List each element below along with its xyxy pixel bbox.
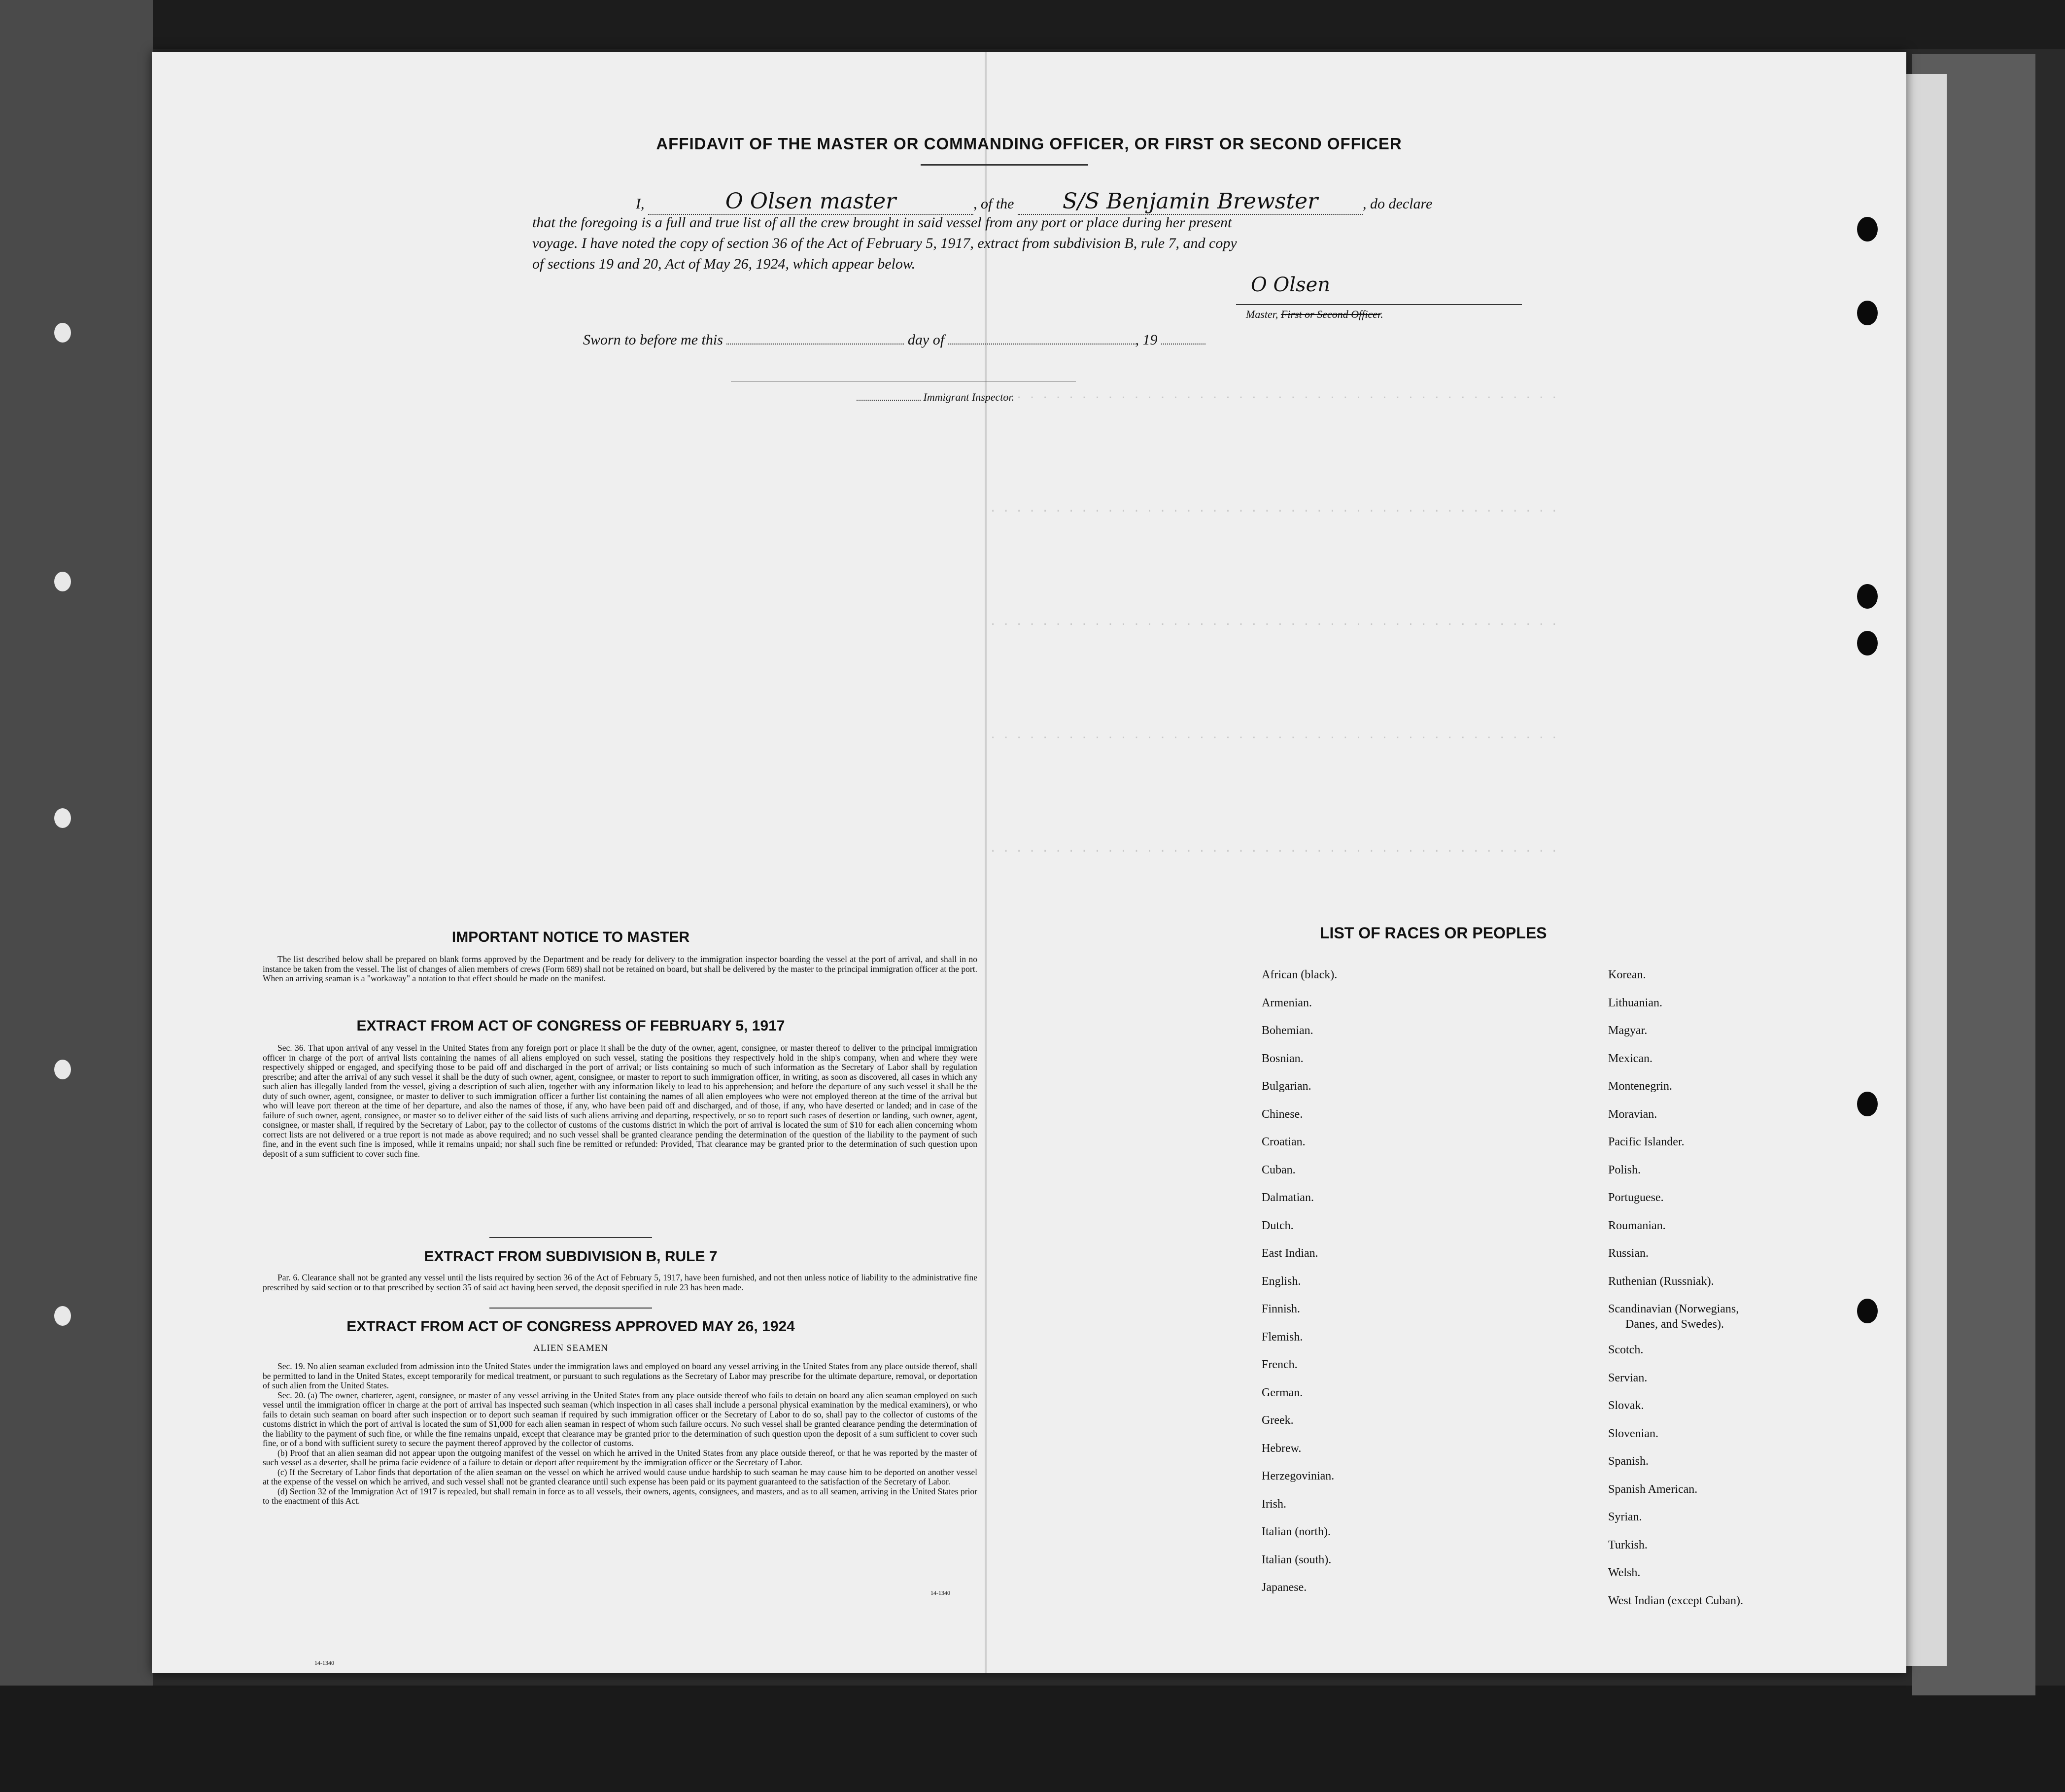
race-item: Welsh.	[1608, 1566, 1641, 1579]
affidavit-line-4: of sections 19 and 20, Act of May 26, 1924, which appear below.	[532, 256, 916, 272]
extract-1924-text: Sec. 19. No alien seaman excluded from admission into the United States under the immigration laws and employed on board any vessel arriving in the United States from any place outside thereof, shall be permitted to land in the United States, except temporarily for medical treatment, or pursuant to such regulations as the Secretary of Labor may prescribe for the ultimate departure, removal, or deportation of such alien from the United States. Sec. 20. (a) The owner, charterer, agent, consignee, or master of any vessel arriving in the United States from any place outside thereof who fails to detain on board any alien seaman employed on such vessel until the immigration officer in charge at the port of arrival has inspected such seaman (which inspection in all cases shall include a personal physical examination by the medical examiners), or who fails to detain such seaman on board after such inspection or to deport such seaman if required by such immigration officer or the Secretary of Labor to do so, shall pay to the collector of customs of the customs district in which the port of arrival is located the sum of $1,000 for each alien seaman in respect of whom such failure occurs. No such vessel shall be granted clearance pending the determination of the liability to the payment of such fine, or while the fine remains unpaid, except that clearance may be granted prior to the determination of such question upon the deposit of a sum sufficient to cover such fine, or of a bond with sufficient surety to secure the payment thereof approved by the collector of customs. (b) Proof that an alien seaman did not appear upon the outgoing manifest of the vessel on which he arrived in the United States from any place outside thereof, or that he was reported by the master of such vessel as a deserter, shall be prima facie evidence of a failure to detain or deport after requirement by the immigration officer or the Secretary of Labor. (c) If the Secretary of Labor finds that deportation of the alien seaman on the vessel on which he arrived would cause undue hardship to such seaman he may cause him to be deported on another vessel at the expense of the vessel on which he arrived, and such vessel shall not be granted clearance until such expense has been paid or its payment guaranteed to the satisfaction of the Secretary of Labor. (d) Section 32 of the Immigration Act of 1917 is repealed, but shall remain in force as to all vessels, their owners, agents, consignees, and masters, and as to all seamen, arriving in the United States prior to the enactment of this Act.	[263, 1361, 977, 1506]
race-item: Slovenian.	[1608, 1427, 1658, 1440]
signature-title: Master, First or Second Officer.	[1246, 308, 1383, 320]
race-item: Lithuanian.	[1608, 996, 1662, 1009]
punch-hole-icon	[54, 323, 71, 343]
master-signature: O Olsen	[1251, 274, 1331, 296]
race-item: Dalmatian.	[1262, 1191, 1314, 1204]
scan-background-top	[0, 0, 2065, 49]
race-item: East Indian.	[1262, 1247, 1318, 1260]
race-item: Hebrew.	[1262, 1442, 1302, 1455]
rule7-title: EXTRACT FROM SUBDIVISION B, RULE 7	[424, 1248, 718, 1265]
race-item: Russian.	[1608, 1247, 1649, 1260]
punch-hole-icon	[1857, 301, 1878, 325]
sworn-line: Sworn to before me this day of , 19	[583, 332, 1205, 348]
race-item: Italian (south).	[1262, 1553, 1332, 1566]
alien-seamen-subtitle: ALIEN SEAMEN	[533, 1343, 608, 1353]
race-item: Turkish.	[1608, 1538, 1648, 1551]
bleed-through-text: · · · · · · · · · · · · · · · · · · · · · · · · · · · · · · · · · · · · · · · · · · · ·	[990, 505, 1558, 517]
punch-hole-icon	[1857, 631, 1878, 655]
race-item: Italian (north).	[1262, 1525, 1331, 1538]
race-item: Pacific Islander.	[1608, 1136, 1685, 1148]
scan-background-bottom	[0, 1686, 2065, 1792]
bleed-through-text: · · · · · · · · · · · · · · · · · · · · · · · · · · · · · · · · · · · · · · · · · · · ·	[990, 619, 1558, 631]
race-item: French.	[1262, 1358, 1298, 1371]
race-item: Bosnian.	[1262, 1052, 1304, 1065]
race-item: Scotch.	[1608, 1344, 1644, 1356]
master-name-handwritten: O Olsen master	[648, 189, 973, 215]
punch-hole-icon	[54, 1306, 71, 1326]
race-item: Bulgarian.	[1262, 1080, 1311, 1093]
affidavit-line-3: voyage. I have noted the copy of section 36 of the Act of February 5, 1917, extract from subdivision B, rule 7, and copy	[532, 235, 1237, 251]
race-item: Cuban.	[1262, 1163, 1296, 1176]
race-item: Finnish.	[1262, 1303, 1301, 1315]
races-title: LIST OF RACES OR PEOPLES	[1320, 924, 1547, 942]
race-item: Magyar.	[1608, 1024, 1648, 1037]
signature-line	[1236, 304, 1522, 305]
punch-hole-icon	[54, 808, 71, 828]
bottom-form-number: 14-1340	[314, 1659, 334, 1666]
race-item: Dutch.	[1262, 1219, 1294, 1232]
race-item: Roumanian.	[1608, 1219, 1666, 1232]
race-item: Chinese.	[1262, 1107, 1303, 1121]
scan-background-left	[0, 0, 153, 1792]
race-item: Servian.	[1608, 1371, 1648, 1384]
race-item: West Indian (except Cuban).	[1608, 1594, 1743, 1607]
extract-1917-text: Sec. 36. That upon arrival of any vessel in the United States from any foreign port or place it shall be the duty of the owner, agent, consignee, or master thereof to deliver to the principal immigration officer in charge of the port of arrival lists containing the names of all aliens employed on such vessel, stating the positions they respectively hold in the ship's company, when and where they were respectively shipped or engaged, and specifying those to be paid off and discharged in the port of arrival; or lists containing so much of such information as the Secretary of Labor shall by regulation prescribe; and after the arrival of any such vessel it shall be the duty of such owner, agent, consignee, or master to report to such immigration officer, in writing, as soon as discovered, all cases in which any such alien has illegally landed from the vessel, giving a description of such alien, together with any information likely to lead to his apprehension; and before the departure of any such vessel it shall be the duty of such owner, agent, consignee, or master to deliver to such immigration officer a further list containing the names of all alien employees who were not employed thereon at the time of the arrival but who will leave port thereon at the time of her departure, and also the names of those, if any, who have been paid off and discharged, and of those, if any, who have deserted or landed; and in case of the failure of such owner, agent, consignee, or master so to deliver either of the said lists of such aliens arriving and departing, respectively, or so to report such cases of desertion or landing, such owner, agent, consignee, or master shall, if required by the Secretary of Labor, pay to the collector of customs of the customs district in which the port of arrival is located the sum of $10 for each alien concerning whom correct lists are not delivered or a true report is not made as above required; and no such vessel shall be granted clearance pending the determination of the question of the liability to the payment of such fine, and in the event such fine is imposed, while it remains unpaid; nor shall such fine be remitted or refunded: Provided, That clearance may be granted prior to the determination of such question upon deposit of a sum sufficient to cover such fine.	[263, 1043, 977, 1159]
race-item: Syrian.	[1608, 1511, 1642, 1523]
race-item: Croatian.	[1262, 1136, 1306, 1148]
race-item: African (black).	[1262, 968, 1338, 981]
extract-1924-title: EXTRACT FROM ACT OF CONGRESS APPROVED MAY 26, 1924	[346, 1318, 795, 1335]
punch-hole-icon	[54, 572, 71, 591]
race-item: German.	[1262, 1386, 1303, 1399]
rule7-text: Par. 6. Clearance shall not be granted any vessel until the lists required by section 36 of the Act of February 5, 1917, have been furnished, and not then unless notice of liability to the administrative fine prescribed by said section or to that prescribed by section 35 of said act having been served, the deposit specified in rule 23 has been made.	[263, 1273, 977, 1292]
race-item: Spanish American.	[1608, 1482, 1698, 1496]
punch-hole-icon	[1857, 1092, 1878, 1116]
race-item: Herzegovinian.	[1262, 1470, 1335, 1482]
form-number: 14-1340	[930, 1589, 950, 1596]
bleed-through-text: · · · · · · · · · · · · · · · · · · · · · · · · · · · · · · · · · · · · · · · · · · · ·	[990, 845, 1558, 858]
race-item: Polish.	[1608, 1163, 1641, 1176]
document-page	[152, 52, 1906, 1673]
race-item: Scandinavian (Norwegians,	[1608, 1303, 1739, 1315]
race-item: Greek.	[1262, 1414, 1294, 1427]
affidavit-line-1: I, O Olsen master , of the S/S Benjamin Brewster , do declare	[636, 189, 1433, 214]
section-rule	[489, 1308, 652, 1309]
race-item: Moravian.	[1608, 1107, 1657, 1121]
section-rule	[489, 1237, 652, 1238]
notice-title: IMPORTANT NOTICE TO MASTER	[451, 929, 690, 945]
race-item: Japanese.	[1262, 1581, 1307, 1594]
race-item: Flemish.	[1262, 1330, 1303, 1344]
inspector-label: Immigrant Inspector.	[857, 391, 1014, 404]
punch-hole-icon	[1857, 1299, 1878, 1323]
race-item: Spanish.	[1608, 1455, 1649, 1468]
vessel-name-handwritten: S/S Benjamin Brewster	[1018, 189, 1363, 215]
affidavit-line-2: that the foregoing is a full and true list of all the crew brought in said vessel from any port or place during her present	[532, 214, 1232, 231]
punch-hole-icon	[1857, 584, 1878, 609]
race-item: English.	[1262, 1275, 1301, 1288]
race-item: Korean.	[1608, 968, 1646, 981]
affidavit-title: AFFIDAVIT OF THE MASTER OR COMMANDING OFFICER, OR FIRST OR SECOND OFFICER	[656, 135, 1402, 153]
extract-1917-title: EXTRACT FROM ACT OF CONGRESS OF FEBRUARY 5, 1917	[356, 1018, 785, 1034]
punch-hole-icon	[1857, 217, 1878, 241]
race-item: Portuguese.	[1608, 1191, 1664, 1204]
bleed-through-text: · · · · · · · · · · · · · · · · · · · · · · · · · · · · · · · · · · · · · · · · · · · ·	[990, 732, 1558, 744]
page-fold	[985, 52, 987, 1673]
bleed-through-text: · · · · · · · · · · · · · · · · · · · · · · · · · · · · · · · · · · · · · · · · · · · ·	[990, 392, 1558, 404]
race-item: Armenian.	[1262, 996, 1312, 1009]
race-item: Montenegrin.	[1608, 1080, 1672, 1093]
race-item: Danes, and Swedes).	[1625, 1317, 1724, 1331]
race-item: Mexican.	[1608, 1052, 1652, 1065]
race-item: Ruthenian (Russniak).	[1608, 1275, 1714, 1288]
notice-text: The list described below shall be prepared on blank forms approved by the Department and be ready for delivery to the immigration inspector boarding the vessel at the port of arrival, and shall in no instance be taken from the vessel. The list of changes of alien members of crews (Form 689) shall not be retained on board, but shall be delivered by the master to the principal immigration officer at the port. When an arriving seaman is a "workaway" a notation to that effect should be made on the manifest.	[263, 954, 977, 983]
race-item: Irish.	[1262, 1497, 1286, 1511]
race-item: Bohemian.	[1262, 1024, 1313, 1037]
race-item: Slovak.	[1608, 1399, 1644, 1412]
punch-hole-icon	[54, 1060, 71, 1079]
title-rule	[921, 164, 1088, 166]
